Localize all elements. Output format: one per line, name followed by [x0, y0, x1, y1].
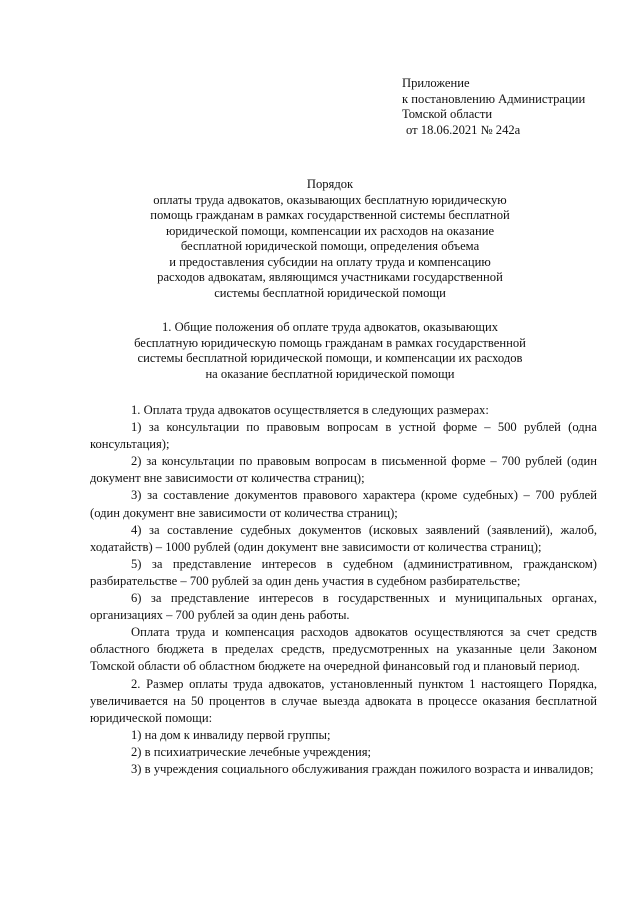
title-line: бесплатной юридической помощи, определения объема [180, 239, 480, 253]
paragraph: 4) за составление судебных документов (исковых заявлений (заявлений), жалоб, ходатайств) – 1000 рублей (один документ вне зависимости от количества страниц); [90, 522, 597, 554]
paragraph: 2. Размер оплаты труда адвокатов, установленный пунктом 1 настоящего Порядка, увеличивается на 50 процентов в случае выезда адвоката в процессе оказания бесплатной юридической помощи: [90, 676, 597, 725]
paragraph: 3) за составление документов правового характера (кроме судебных) – 700 рублей (один документ вне зависимости от количества страниц); [90, 488, 597, 520]
section-heading-line: бесплатную юридическую помощь гражданам в рамках государственной [134, 335, 526, 350]
section-heading-line: 1. Общие положения об оплате труда адвокатов, оказывающих [161, 320, 499, 334]
appendix-date-number: от 18.06.2021 № 242а [406, 122, 521, 137]
title-line: юридической помощи, компенсации их расходов на оказание [165, 223, 495, 238]
title-line: и предоставления субсидии на оплату труда и компенсацию [169, 254, 491, 269]
title-line: системы бесплатной юридической помощи [214, 285, 446, 300]
appendix-header [402, 76, 585, 138]
section-1-heading [90, 320, 570, 382]
section-heading-line: на оказание бесплатной юридической помощи [205, 366, 455, 381]
appendix-region: Томской области [402, 107, 493, 121]
title-heading: Порядок [306, 177, 354, 191]
body-text [90, 402, 597, 778]
paragraph: 3) в учреждения социального обслуживания граждан пожилого возраста и инвалидов; [131, 761, 594, 776]
paragraph: 2) в психиатрические лечебные учреждения; [131, 744, 372, 759]
paragraph: 1. Оплата труда адвокатов осуществляется в следующих размерах: [131, 403, 489, 417]
title-line: помощь гражданам в рамках государственной системы бесплатной [150, 208, 510, 222]
appendix-label: Приложение [402, 76, 470, 90]
title-line: оплаты труда адвокатов, оказывающих бесплатную юридическую [153, 192, 507, 207]
document-title [90, 177, 570, 301]
section-heading-line: системы бесплатной юридической помощи, и компенсации их расходов [137, 351, 523, 365]
paragraph: 6) за представление интересов в государственных и муниципальных органах, организациях – 700 рублей за один день работы. [90, 591, 597, 623]
paragraph: 1) за консультации по правовым вопросам в устной форме – 500 рублей (одна консультация); [90, 420, 597, 452]
paragraph: Оплата труда и компенсация расходов адвокатов осуществляются за счет средств областного бюджета в пределах средств, предусмотренных на указанные цели Законом Томской области об областном бюджете на очередной финансовый год и плановый период. [90, 625, 597, 674]
paragraph: 2) за консультации по правовым вопросам в письменной форме – 700 рублей (один документ вне зависимости от количества страниц); [90, 454, 597, 486]
appendix-resolution-ref: к постановлению Администрации [402, 91, 586, 106]
paragraph: 1) на дом к инвалиду первой группы; [131, 727, 331, 742]
title-line: расходов адвокатам, являющимся участниками государственной [157, 270, 503, 284]
paragraph: 5) за представление интересов в судебном (административном, гражданском) разбирательстве – 700 рублей за один день участия в судебном разбирательстве; [90, 556, 597, 588]
